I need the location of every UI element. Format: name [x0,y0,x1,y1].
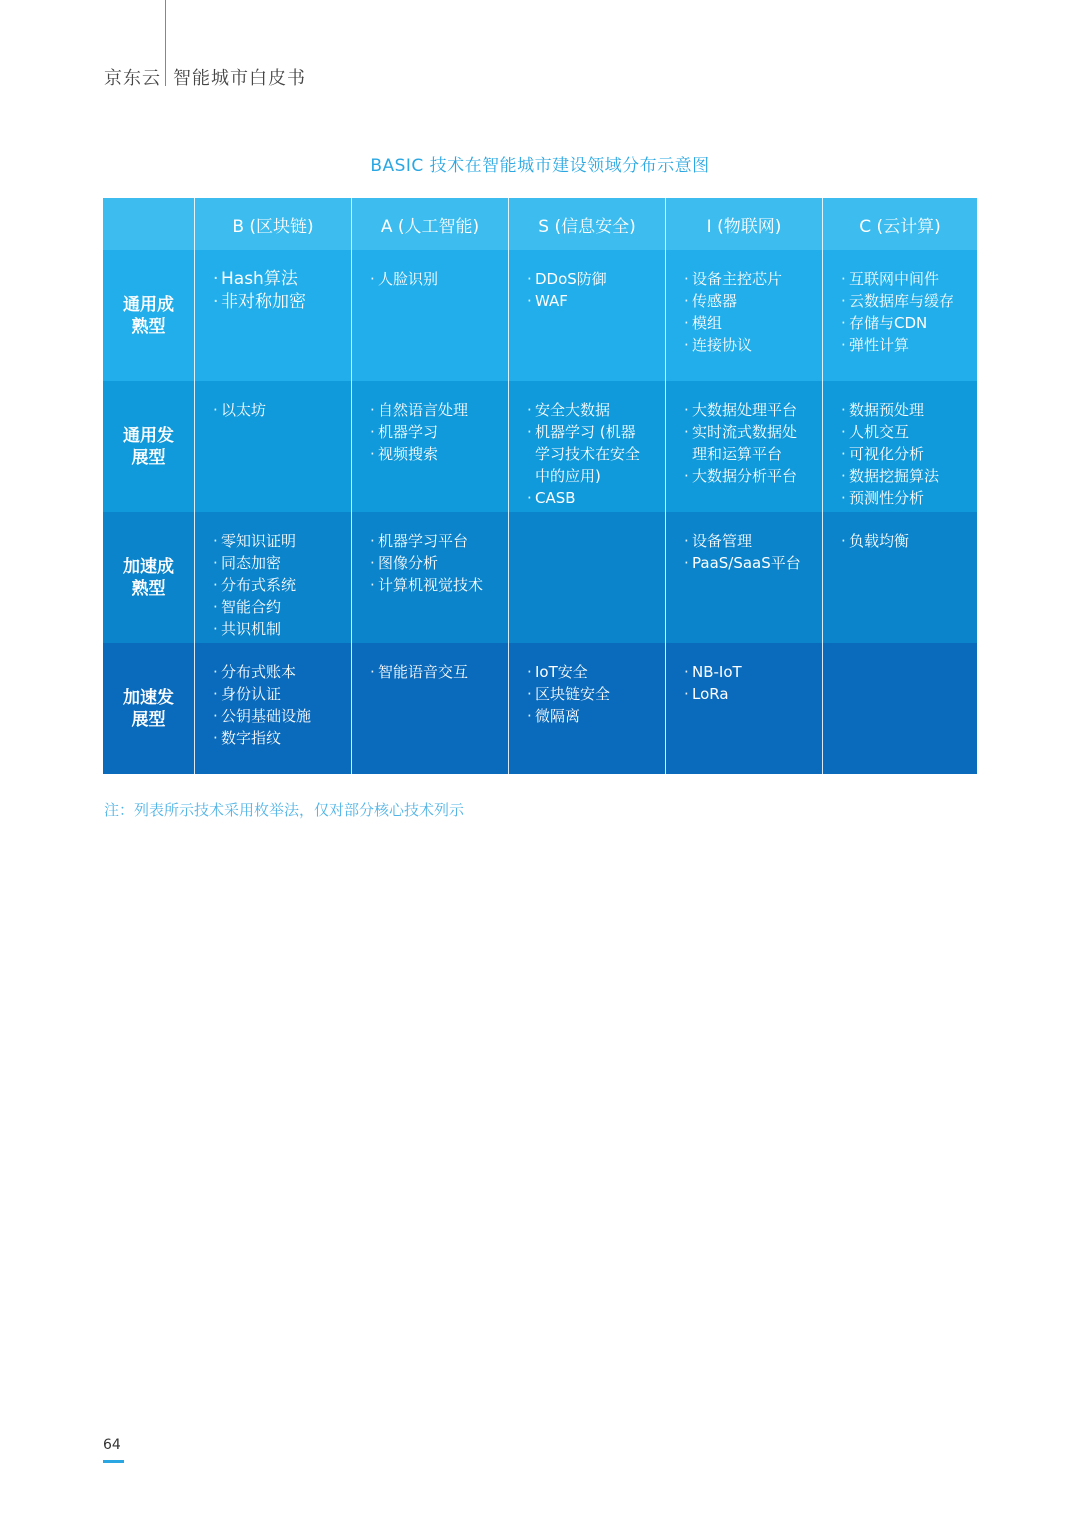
table-cell [508,250,665,381]
list-item [684,465,816,487]
bullet-dot-icon: · [213,554,218,572]
page-number-underline [103,1460,124,1463]
list-item [370,552,502,574]
list-item-text: DDoS防御 [535,270,607,288]
list-item-text: NB-IoT [692,663,742,681]
list-item-text: 数据预处理 [849,401,925,419]
list-item-text: 存储与CDN [849,314,928,332]
bullet-dot-icon: · [841,292,846,310]
bullet-dot-icon: · [841,336,846,354]
list-item-text: 以太坊 [221,401,267,419]
list-item-text: 云数据库与缓存 [849,292,955,310]
bullet-dot-icon: · [213,576,218,594]
row-label-text: 加速成熟型 [123,556,174,599]
list-item [841,268,971,290]
header-corner-cell [103,198,194,250]
bullet-dot-icon: · [684,336,689,354]
list-item [841,443,971,465]
list-item-text: 自然语言处理 [378,401,469,419]
list-item [684,312,816,334]
list-item-text: 数据挖掘算法 [849,467,940,485]
list-item [370,443,502,465]
list-item [213,727,345,749]
list-item [370,399,502,421]
bullet-dot-icon: · [841,532,846,550]
bullet-dot-icon: · [527,663,532,681]
list-item-text: 身份认证 [221,685,282,703]
bullet-dot-icon: · [527,489,532,507]
list-item-text: Hash算法 [221,269,298,289]
list-item-text: 连接协议 [692,336,753,354]
column-header: A (人工智能) [351,198,508,250]
list-item [213,705,345,727]
list-item-text: 大数据处理平台 [692,401,798,419]
table-note: 注：列表所示技术采用枚举法，仅对部分核心技术列示 [104,801,465,819]
table-cell [194,250,351,381]
document-title: 智能城市白皮书 [173,68,306,89]
list-item [213,530,345,552]
row-label [103,512,194,643]
row-label-text: 通用成熟型 [123,294,174,337]
bullet-dot-icon: · [213,269,219,289]
bullet-dot-icon: · [841,423,846,441]
table-cell [194,643,351,774]
list-item-text: 机器学习 (机器 [535,423,636,441]
list-item-text: 区块链安全 [535,685,611,703]
table-cell [822,643,977,774]
list-item [841,312,971,334]
list-item [527,487,659,509]
row-label [103,381,194,512]
bullet-dot-icon: · [213,292,219,312]
list-item [370,661,502,683]
list-item-text: 人机交互 [849,423,910,441]
column-header: I (物联网) [665,198,822,250]
table-cell [194,381,351,512]
list-item-text: 人脸识别 [378,270,439,288]
list-item [841,530,971,552]
list-item [841,465,971,487]
list-item-text: 机器学习平台 [378,532,469,550]
bullet-dot-icon: · [213,685,218,703]
basic-technology-table [103,198,977,774]
list-item-text: 模组 [692,314,723,332]
column-header: C (云计算) [822,198,977,250]
bullet-dot-icon: · [684,292,689,310]
list-item-text: 智能语音交互 [378,663,469,681]
list-item-text: 图像分析 [378,554,439,572]
bullet-dot-icon: · [841,314,846,332]
list-item-text: IoT安全 [535,663,588,681]
list-item-text: 预测性分析 [849,489,925,507]
list-item-text: 理和运算平台 [692,445,783,463]
row-label-text: 通用发展型 [123,425,174,468]
list-item-text: 实时流式数据处 [692,423,798,441]
table-cell [665,250,822,381]
bullet-dot-icon: · [213,707,218,725]
list-item-text: 设备主控芯片 [692,270,783,288]
column-header: S (信息安全) [508,198,665,250]
list-item [684,552,816,574]
bullet-dot-icon: · [213,532,218,550]
list-item [527,290,659,312]
bullet-dot-icon: · [370,663,375,681]
list-item [684,421,816,443]
list-item [841,399,971,421]
bullet-dot-icon: · [213,598,218,616]
list-item [527,421,659,443]
bullet-dot-icon: · [213,401,218,419]
list-item [841,487,971,509]
table-cell [194,512,351,643]
bullet-dot-icon: · [213,663,218,681]
list-item [841,421,971,443]
bullet-dot-icon: · [370,401,375,419]
table-cell [508,381,665,512]
list-item-text: 分布式系统 [221,576,297,594]
table-cell [822,381,977,512]
list-item-text: 负载均衡 [849,532,910,550]
table-cell [508,643,665,774]
list-item-text: LoRa [692,685,729,703]
list-item-text: 互联网中间件 [849,270,940,288]
list-item [684,399,816,421]
list-item [684,334,816,356]
bullet-dot-icon: · [841,270,846,288]
bullet-dot-icon: · [684,401,689,419]
list-item [684,683,816,705]
list-item-text: 计算机视觉技术 [378,576,484,594]
bullet-dot-icon: · [527,707,532,725]
bullet-dot-icon: · [370,445,375,463]
list-item-text: 分布式账本 [221,663,297,681]
list-item [684,290,816,312]
bullet-dot-icon: · [684,423,689,441]
bullet-dot-icon: · [684,532,689,550]
bullet-dot-icon: · [684,314,689,332]
bullet-dot-icon: · [841,467,846,485]
list-item [684,268,816,290]
list-item-text: 可视化分析 [849,445,925,463]
list-item-text: 微隔离 [535,707,581,725]
list-item-text: PaaS/SaaS平台 [692,554,801,572]
row-label-text: 加速发展型 [123,687,174,730]
header-divider [165,0,166,86]
bullet-dot-icon: · [527,292,532,310]
list-item-text: 同态加密 [221,554,282,572]
list-item [841,290,971,312]
list-item [684,530,816,552]
list-item [370,574,502,596]
list-item [527,268,659,290]
list-item [527,443,659,465]
bullet-dot-icon: · [684,663,689,681]
list-item-text: 弹性计算 [849,336,910,354]
brand-name: 京东云 [104,68,161,89]
table-cell [822,512,977,643]
bullet-dot-icon: · [527,401,532,419]
list-item-text: 共识机制 [221,620,282,638]
list-item [370,530,502,552]
list-item [527,661,659,683]
table-cell [665,512,822,643]
list-item [213,596,345,618]
list-item [213,574,345,596]
list-item-text: 非对称加密 [221,292,306,312]
list-item-text: 视频搜索 [378,445,439,463]
bullet-dot-icon: · [684,270,689,288]
list-item [527,683,659,705]
column-header: B (区块链) [194,198,351,250]
list-item [213,291,345,314]
bullet-dot-icon: · [527,685,532,703]
list-item [213,661,345,683]
list-item [527,399,659,421]
bullet-dot-icon: · [527,423,532,441]
list-item-text: 大数据分析平台 [692,467,798,485]
list-item [370,268,502,290]
figure-title: BASIC 技术在智能城市建设领域分布示意图 [370,156,710,176]
list-item-text: 设备管理 [692,532,753,550]
bullet-dot-icon: · [370,423,375,441]
list-item [684,661,816,683]
page-number: 64 [103,1437,121,1453]
list-item [213,683,345,705]
table-cell [351,250,508,381]
list-item [527,705,659,727]
list-item-text: WAF [535,292,568,310]
list-item-text: 中的应用) [535,467,601,485]
bullet-dot-icon: · [684,554,689,572]
row-label [103,643,194,774]
table-cell [665,643,822,774]
list-item-text: 零知识证明 [221,532,297,550]
bullet-dot-icon: · [370,576,375,594]
bullet-dot-icon: · [213,620,218,638]
table-cell [351,381,508,512]
list-item-text: 学习技术在安全 [535,445,641,463]
list-item [841,334,971,356]
list-item [213,399,345,421]
bullet-dot-icon: · [527,270,532,288]
list-item [370,421,502,443]
list-item-text: 数字指纹 [221,729,282,747]
bullet-dot-icon: · [370,270,375,288]
bullet-dot-icon: · [370,554,375,572]
table-cell [822,250,977,381]
list-item-text: CASB [535,489,576,507]
table-cell [351,643,508,774]
bullet-dot-icon: · [841,445,846,463]
bullet-dot-icon: · [684,685,689,703]
list-item [684,443,816,465]
list-item [527,465,659,487]
list-item-text: 机器学习 [378,423,439,441]
table-cell [665,381,822,512]
bullet-dot-icon: · [213,729,218,747]
row-label [103,250,194,381]
bullet-dot-icon: · [370,532,375,550]
table-cell [508,512,665,643]
list-item [213,552,345,574]
bullet-dot-icon: · [684,467,689,485]
bullet-dot-icon: · [841,401,846,419]
list-item-text: 安全大数据 [535,401,611,419]
list-item [213,268,345,291]
list-item-text: 智能合约 [221,598,282,616]
bullet-dot-icon: · [841,489,846,507]
list-item [213,618,345,640]
table-cell [351,512,508,643]
list-item-text: 公钥基础设施 [221,707,312,725]
list-item-text: 传感器 [692,292,738,310]
